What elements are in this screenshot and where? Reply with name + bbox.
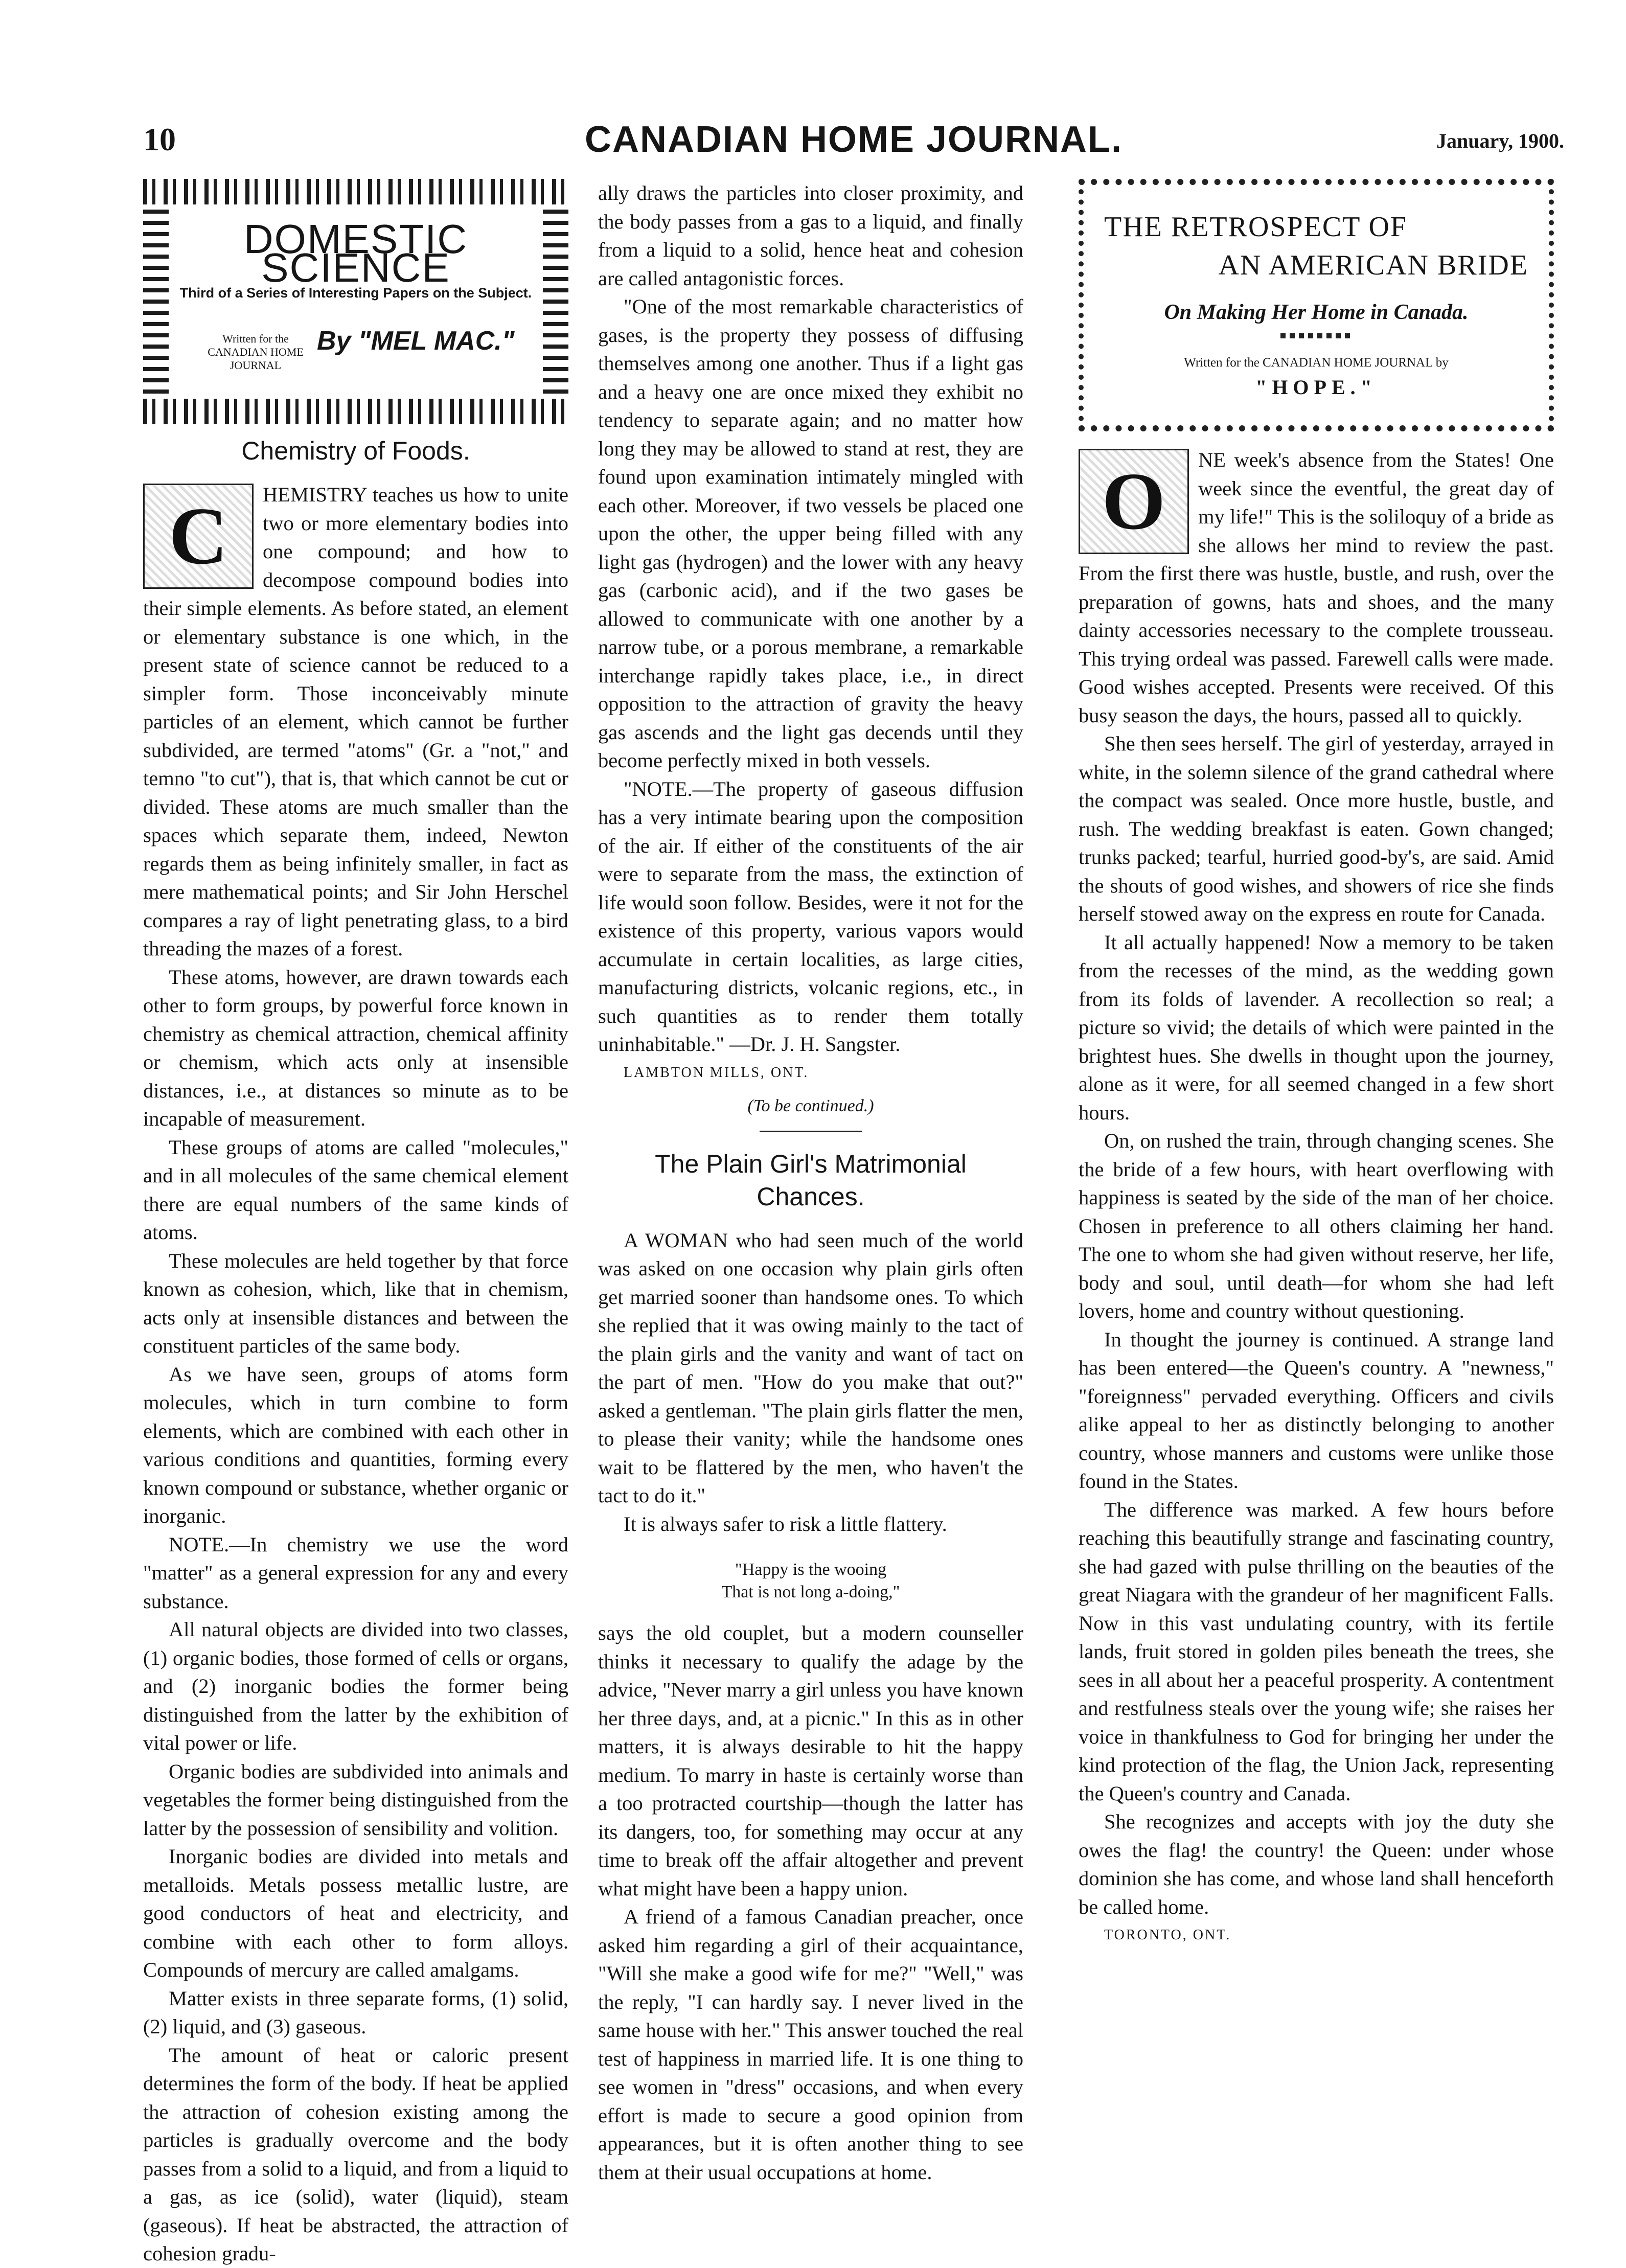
verse-quote xyxy=(598,1559,1023,1603)
column-2 xyxy=(598,179,1023,2186)
paragraph: It is always safer to risk a little flattery. xyxy=(624,1512,947,1536)
ornament-border-right xyxy=(543,210,568,394)
issue-date: January, 1900. xyxy=(1436,129,1564,152)
paragraph: Matter exists in three separate forms, (1) solid, (2) liquid, and (3) gaseous. xyxy=(143,1986,568,2038)
banner-subtitle: On Making Her Home in Canada. xyxy=(1164,301,1469,324)
bride-banner xyxy=(1079,179,1554,431)
place-line: LAMBTON MILLS, ONT. xyxy=(624,1064,809,1081)
column-3 xyxy=(1079,179,1554,1950)
article-title: Chemistry of Foods. xyxy=(241,437,470,465)
paragraph: A WOMAN who had seen much of the world was asked on one occasion why plain girls often get married sooner than handsome ones. To which she replied that it was owing mainly to the tact of the plain girls and the vanity and want of tact on the part of men. "How do you make that out?" asked a gentleman. "The plain girls flatter the men, to please their vanity; while the handsome ones wait to be flattered by the men, who haven't the tact to do it." xyxy=(598,1228,1023,1507)
paragraph: Inorganic bodies are divided into metals and metalloids. Metals possess metallic lustre, are good conductors of heat and electricity, and combine with each other to form alloys. Compounds of mercury are called amalgams. xyxy=(143,1845,568,1981)
ornament-squiggle xyxy=(1280,333,1352,338)
paragraph: All natural objects are divided into two classes, (1) organic bodies, those formed of cells or organs, and (2) inorganic bodies the former being distinguished from the latter by the exhibition of vital power or life. xyxy=(143,1618,568,1754)
paragraph: In thought the journey is continued. A strange land has been entered—the Queen's country. A "newness," "foreignness" pervaded everything. Officers and civils alike appeal to her as distinctly belonging to another country, whose manners and customs were unlike those found in the States. xyxy=(1079,1327,1554,1493)
verse-line: That is not long a-doing," xyxy=(721,1583,900,1601)
author-byline: By "MEL MAC." xyxy=(317,326,515,356)
ornamental-dropcap xyxy=(1079,449,1189,554)
journal-title: CANADIAN HOME JOURNAL. xyxy=(585,119,1123,160)
place-line: TORONTO, ONT. xyxy=(1104,1927,1231,1943)
paragraph: These molecules are held together by that force known as cohesion, which, like that in chemism, acts only at insensible distances and between the constituent particles of the same body. xyxy=(143,1249,568,1357)
written-for-note: Written for the CANADIAN HOME JOURNAL by xyxy=(1184,356,1449,370)
paragraph: "NOTE.—The property of gaseous diffusion has a very intimate bearing upon the composition of the air. If either of the constituents of the air were to separate from the mass, the extinction of life would soon follow. Besides, were it not for the existence of this property, various vapors would accumulate in certain localities, as large cities, manufacturing districts, volcanic regions, etc., in such quantities as to render them totally uninhabitable." —Dr. J. H. Sangster. xyxy=(598,777,1023,1056)
paragraph: As we have seen, groups of atoms form molecules, which in turn combine to form elements, which are combined with each other in various conditions and quantities, forming every known compound or substance, whether organic or inorganic. xyxy=(143,1362,568,1527)
ornament-border-top xyxy=(143,179,568,204)
section-title: DOMESTIC SCIENCE xyxy=(243,216,468,290)
paragraph: says the old couplet, but a modern counseller thinks it necessary to qualify the adage by the advice, "Never marry a girl unless you have known her three days, and, at a picnic." In this as in other matters, it is always desirable to hit the happy medium. To marry in haste is certainly worse than a too protracted courtship—though the latter has its dangers, too, for something may occur at any time to break off the affair altogether and prevent what might have been a happy union. xyxy=(598,1621,1023,1900)
paragraph: NE week's absence from the States! One week since the eventful, the great day of my life!" This is the soliloquy of a bride as she allows her mind to review the past. From the first there was hustle, bustle, and rush, over the preparation of gowns, hats and shoes, and the many dainty accessories necessary to the complete trousseau. This trying ordeal was passed. Farewell calls were made. Good wishes accepted. Presents were received. Of this busy season the days, the hours, passed all to quickly. xyxy=(1079,448,1554,727)
continued-note: (To be continued.) xyxy=(747,1096,874,1115)
column-1 xyxy=(143,179,568,2268)
paragraph: HEMISTRY teaches us how to unite two or more elementary bodies into one compound; and how to decompose compound bodies into their simple elements. As before stated, an element or elementary substance is one which, in the present state of science cannot be reduced to a simpler form. Those inconceivably minute particles of an element, which cannot be further subdivided, are termed "atoms" (Gr. a "not," and temno "to cut"), that is, that which cannot be cut or divided. These atoms are much smaller than the spaces which separate them, indeed, Newton regards them as being infinitely smaller, in fact as mere mathematical points; and Sir John Herschel compares a ray of light penetrating glass, to a bird threading the mazes of a forest. xyxy=(143,483,568,960)
article-title: The Plain Girl's Matrimonial Chances. xyxy=(655,1149,967,1211)
banner-title-line-1: THE RETROSPECT OF xyxy=(1104,211,1408,243)
ornament-border-left xyxy=(143,210,169,394)
paragraph: The amount of heat or caloric present determines the form of the body. If heat be applied the attraction of cohesion existing among the particles is gradually overcome and the body passes from a solid to a liquid, and from a liquid to a gas, as ice (solid), water (liquid), steam (gaseous). If heat be abstracted, the attraction of cohesion gradu- xyxy=(143,2043,568,2265)
section-subtitle: Third of a Series of Interesting Papers on the Subject. xyxy=(179,285,532,301)
paragraph: On, on rushed the train, through changing scenes. She the bride of a few hours, with heart overflowing with happiness is seated by the side of the man of her choice. Chosen in preference to all others claiming her hand. The one to whom she had given without reserve, her life, body and soul, until death—for whom she had left lovers, home and country without questioning. xyxy=(1079,1129,1554,1322)
paragraph: These atoms, however, are drawn towards each other to form groups, by powerful force known in chemistry as chemical attraction, chemical affinity or chemism, which acts only at insensible distances, i.e., at distances so minute as to be incapable of measurement. xyxy=(143,965,568,1130)
verse-line: "Happy is the wooing xyxy=(735,1560,887,1579)
dropcap-letter: C xyxy=(169,490,228,582)
dropcap-letter: O xyxy=(1102,455,1166,547)
paragraph: "One of the most remarkable characteristics of gases, is the property they possess of diffusing themselves among one another. Thus if a light gas and a heavy one are once mixed they exhibit no tendency to separate again; and no matter how long they may be allowed to stand at rest, they are found upon examination intimately mingled with each other. Moreover, if two vessels be placed one upon the other, the upper being filled with any light gas (hydrogen) and the lower with any heavy gas (carbonic acid), and if the two gases be allowed to communicate with one another by a narrow tube, or a porous membrane, a remarkable interchange rapidly takes place, i.e., in direct opposition to the attraction of gravity the heavy gas ascends and the light gas decends until they become perfectly mixed in both vessels. xyxy=(598,295,1023,772)
paragraph: These groups of atoms are called "molecules," and in all molecules of the same chemical element there are equal numbers of the same kinds of atoms. xyxy=(143,1135,568,1244)
divider xyxy=(760,1131,862,1132)
paragraph: She then sees herself. The girl of yesterday, arrayed in white, in the solemn silence of the grand cathedral where the compact was sealed. Once more hustle, bustle, and rush. The wedding breakfast is eaten. Gown changed; trunks packed; tearful, hurried good-by's, are said. Amid the shouts of good wishes, and showers of rice she finds herself stowed away on the express en route for Canada. xyxy=(1079,732,1554,925)
ornament-border-bottom xyxy=(143,399,568,424)
page-header xyxy=(143,119,1564,168)
ornamental-dropcap xyxy=(143,484,254,589)
paragraph: The difference was marked. A few hours before reaching this beautifully strange and fascinating country, she had gazed with pulse thrilling on the beauties of the great Niagara with the grandeur of her magnificent Falls. Now in this vast undulating country, with its fertile lands, fruit stored in golden piles beneath the trees, she sees in all about her a peaceful prosperity. A contentment and restfulness steals over the young wife; she raises her voice in thankfulness to God for bringing her under the kind protection of the flag, the Union Jack, representing the Queen's country and Canada. xyxy=(1079,1498,1554,1805)
paragraph: She recognizes and accepts with joy the duty she owes the flag! the country! the Queen: under whose dominion she has come, and whose land shall henceforth be called home. xyxy=(1079,1810,1554,1918)
paragraph: A friend of a famous Canadian preacher, once asked him regarding a girl of their acquaintance, "Will she make a good wife for me?" "Well," was the reply, "I can hardly say. I never lived in the same house with her." This answer touched the real test of happiness in married life. It is one thing to see women in "dress" occasions, and when every effort is made to secure a good opinion from appearances, but it is often another thing to see them at their usual occupations at home. xyxy=(598,1905,1023,2184)
paragraph: Organic bodies are subdivided into animals and vegetables the former being distinguished from the latter by the possession of sensibility and volition. xyxy=(143,1759,568,1840)
paragraph: ally draws the particles into closer proximity, and the body passes from a gas to a liquid, and finally from a liquid to a solid, hence heat and cohesion are called antagonistic forces. xyxy=(598,181,1023,290)
page-number: 10 xyxy=(143,121,176,157)
domestic-science-banner xyxy=(143,179,568,424)
written-for-note: Written for the CANADIAN HOME JOURNAL xyxy=(208,332,304,372)
banner-title-line-2: AN AMERICAN BRIDE xyxy=(1218,249,1528,281)
author-byline: "HOPE." xyxy=(1255,376,1377,399)
paragraph: It all actually happened! Now a memory to be taken from the recesses of the mind, as the wedding gown from its folds of lavender. A recollection so real; a picture so vivid; the details of which were painted in the brightest hues. She dwells in thought upon the journey, alone as it were, for all seemed changed in a few short hours. xyxy=(1079,930,1554,1124)
paragraph: NOTE.—In chemistry we use the word "matter" as a general expression for any and every substance. xyxy=(143,1532,568,1613)
